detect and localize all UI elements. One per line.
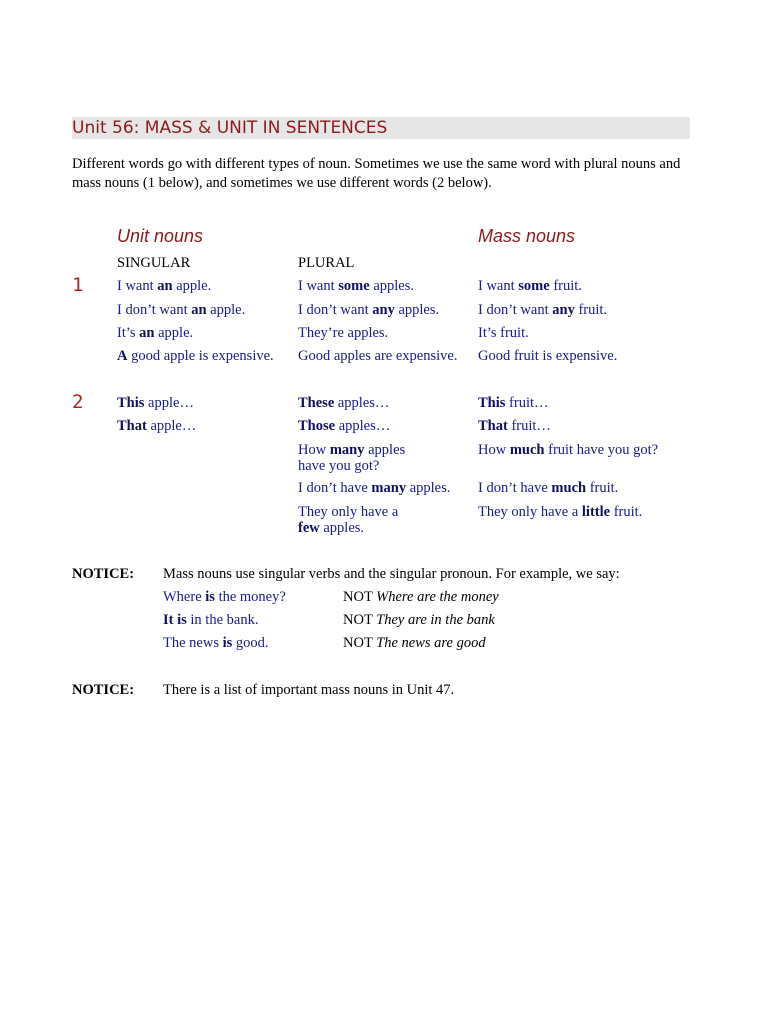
- example-mass: It’s fruit.: [478, 325, 529, 341]
- example-mass: I don’t want any fruit.: [478, 302, 608, 318]
- notice-text-1: Mass nouns use singular verbs and the singular pronoun. For example, we say:: [163, 566, 620, 582]
- notice-text-2: There is a list of important mass nouns in Unit 47.: [163, 682, 455, 698]
- example-singular: I want an apple.: [117, 278, 212, 294]
- notice-wrong-example: NOT The news are good: [343, 635, 486, 651]
- example-plural: How many apples have you got?: [298, 442, 406, 474]
- notice-label-2: NOTICE:: [72, 682, 135, 698]
- singular-heading: SINGULAR: [117, 255, 191, 271]
- example-plural: They’re apples.: [298, 325, 389, 341]
- example-mass: I don’t have much fruit.: [478, 480, 619, 496]
- notice-correct-example: It is in the bank.: [163, 612, 259, 628]
- example-singular: That apple…: [117, 418, 197, 434]
- section-number-2: 2: [72, 391, 84, 413]
- example-singular: I don’t want an apple.: [117, 302, 246, 318]
- example-plural: They only have a few apples.: [298, 504, 399, 536]
- example-singular: It’s an apple.: [117, 325, 194, 341]
- example-plural: Good apples are expensive.: [298, 348, 458, 364]
- example-singular: This apple…: [117, 395, 194, 411]
- example-mass: That fruit…: [478, 418, 551, 434]
- example-mass: How much fruit have you got?: [478, 442, 659, 458]
- mass-nouns-heading: Mass nouns: [478, 226, 576, 246]
- notice-label-1: NOTICE:: [72, 566, 135, 582]
- intro-paragraph: Different words go with different types of noun. Sometimes we use the same word with plural nouns and mass nouns (1 below), and sometimes we use different words (2 below).: [72, 156, 681, 191]
- notice-wrong-example: NOT Where are the money: [343, 589, 499, 605]
- example-plural: I don’t want any apples.: [298, 302, 440, 318]
- section-number-1: 1: [72, 274, 84, 296]
- example-plural: Those apples…: [298, 418, 391, 434]
- example-mass: Good fruit is expensive.: [478, 348, 618, 364]
- example-plural: I don’t have many apples.: [298, 480, 451, 496]
- notice-correct-example: The news is good.: [163, 635, 269, 651]
- example-mass: They only have a little fruit.: [478, 504, 643, 520]
- notice-correct-example: Where is the money?: [163, 589, 286, 605]
- example-plural: These apples…: [298, 395, 390, 411]
- example-mass: This fruit…: [478, 395, 549, 411]
- plural-heading: PLURAL: [298, 255, 355, 271]
- page-title: Unit 56: MASS & UNIT IN SENTENCES: [72, 118, 388, 138]
- notice-wrong-example: NOT They are in the bank: [343, 612, 495, 628]
- example-plural: I want some apples.: [298, 278, 414, 294]
- unit-nouns-heading: Unit nouns: [117, 226, 204, 246]
- example-mass: I want some fruit.: [478, 278, 582, 294]
- example-singular: A good apple is expensive.: [117, 348, 274, 364]
